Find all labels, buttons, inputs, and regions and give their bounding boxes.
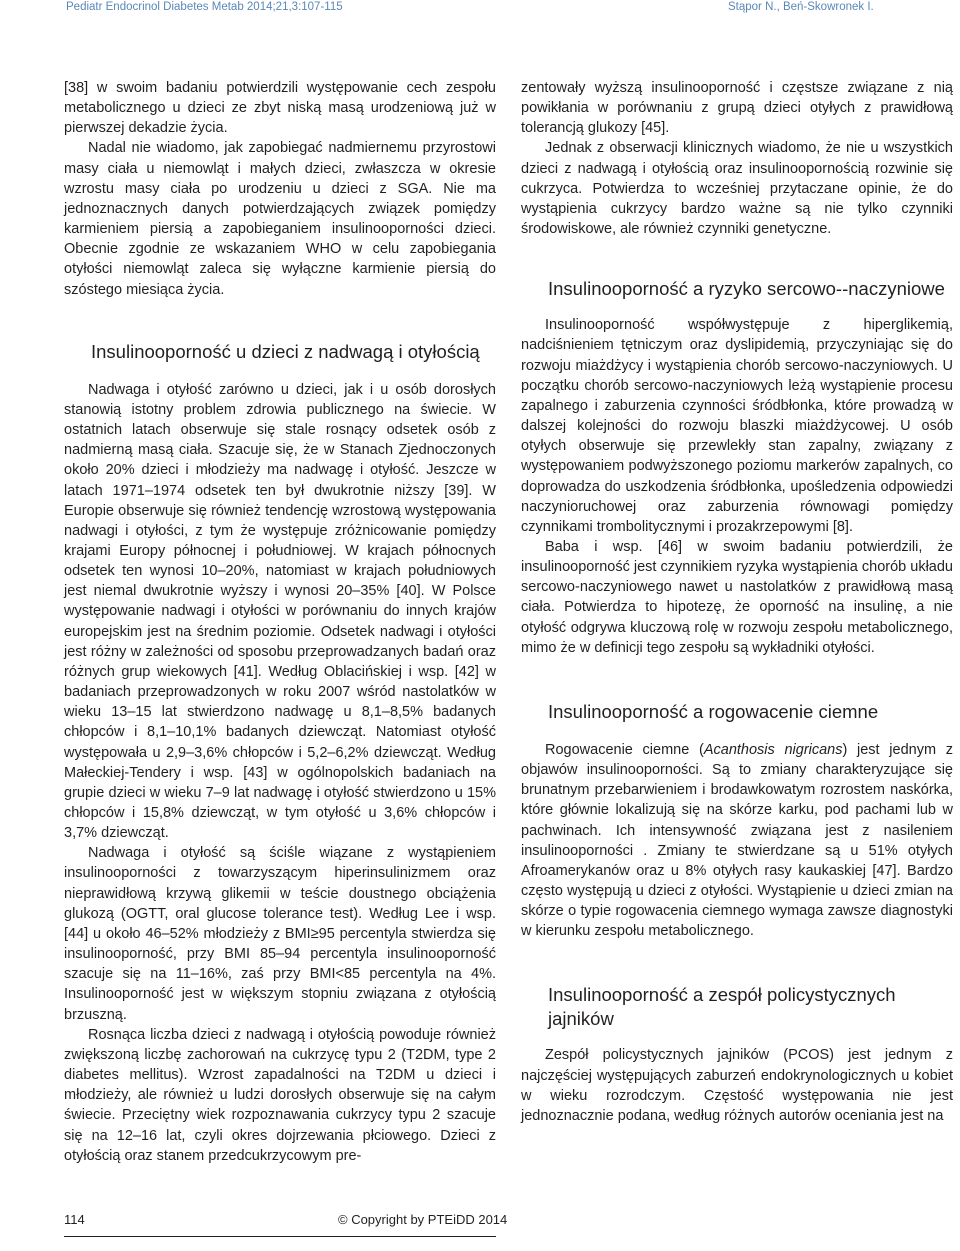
section-heading-pcos: Insulinooporność a zespół policystycznych jajników bbox=[548, 984, 896, 1030]
section-heading-acanthosis: Insulinooporność a rogowacenie ciemne bbox=[548, 700, 879, 722]
section-heading-cardiovascular: Insulinooporność a ryzyko sercowo--naczyniowe bbox=[548, 278, 945, 300]
paragraph bbox=[521, 740, 953, 942]
footer-divider bbox=[64, 1236, 496, 1237]
journal-citation: Pediatr Endocrinol Diabetes Metab 2014;21,3:107-115 bbox=[66, 1, 343, 13]
paragraph: Baba i wsp. [46] w swoim badaniu potwierdzili, że insulinooporność jest czynnikiem ryzyka wystąpienia chorób układu sercowo-naczyniowego nawet u nastolatków z prawidłową masą ciała. Potwierdza to hipotezę, że oporność na insulinę, a nie otyłość odgrywa kluczową rolę w rozwoju zespołu metabolicznego, mimo że w definicji tego zespołu są wykładniki otyłości. bbox=[521, 538, 953, 656]
paragraph: Jednak z obserwacji klinicznych wiadomo, że nie u wszystkich dzieci z nadwagą i otyłością oraz insulinoopornością rozwinie się cukrzyca. Potwierdza to wcześniej przytaczane opinie, że do wystąpienia cukrzycy bardzo ważne są nie tylko czynniki środowiskowe, ale również czynniki genetyczne. bbox=[521, 140, 953, 238]
running-header bbox=[0, 0, 960, 16]
text-span: ) jest jednym z objawów insulinooporności. Są to zmiany charakteryzujące się brunatnym przebarwieniem i brodawkowatym rozrostem naskórka, które głównie lokalizują się na skórze karku, pod pachami lub w pachwinach. Ich intensywność związana jest z nasileniem insulinooporności . Zmiany te stwierdzane są u 51% otyłych Afroamerykanów oraz u 8% otyłych rasy kaukaskiej [47]. Bardzo często występują u dzieci z otyłości. Wystąpienie u dzieci zmian na skórze o typie rogowacenia ciemnego wymaga zawsze diagnostyki w kierunku zespołu metabolicznego. bbox=[521, 741, 953, 940]
paragraph: Nadwaga i otyłość są ściśle wiązane z wystąpieniem insulinooporności z towarzyszącym hiperinsulinizmem oraz nieprawidłową krzywą glikemii w teście doustnego obciążenia glukozą (OGTT, oral glucose tolerance test). Według Lee i wsp. [44] u około 46–52% młodzieży z BMI≥95 percentyla stwierdza się insulinooporność, przy BMI 85–94 percentyla insulinooporność szacuje się na 11–16%, zaś przy BMI<85 percentyla na 4%. Insulinooporność jest w większym stopniu związana z otyłością brzuszną. bbox=[64, 845, 496, 1023]
paragraph: zentowały wyższą insulinooporność i częstsze związane z nią powikłania w porównaniu z grupą dzieci otyłych z prawidłową tolerancją glukozy [45]. bbox=[521, 80, 953, 137]
latin-term: Acanthosis nigricans bbox=[703, 741, 843, 758]
paragraph: Zespół policystycznych jajników (PCOS) jest jednym z najczęściej występujących zaburzeń endokrynologicznych u kobiet w wieku rozrodczym. Częstość występowania nie jest jednoznacznie podana, według różnych autorów oceniania jest na bbox=[521, 1047, 953, 1124]
paragraph: Nadal nie wiadomo, jak zapobiegać nadmiernemu przyrostowi masy ciała u niemowląt i małych dzieci, zwłaszcza w okresie wzrostu masy ciała po urodzeniu u dzieci z SGA. Nie ma jednoznacznych danych potwierdzających związek pomiędzy karmieniem piersią a zapobieganiem insulinooporności dzieci. Obecnie zgodnie ze wskazaniem WHO w celu zapobiegania otyłości niemowląt zaleca się wyłączne karmienie piersią do szóstego miesiąca życia. bbox=[64, 140, 496, 298]
text-span: Rogowacenie ciemne ( bbox=[545, 741, 704, 758]
paragraph: [38] w swoim badaniu potwierdzili występowanie cech zespołu metabolicznego u dzieci ze zbyt niską masą urodzeniową już w pierwszej dekadzie życia. bbox=[64, 80, 496, 137]
copyright-notice: © Copyright by PTEiDD 2014 bbox=[338, 1212, 508, 1227]
paragraph: Nadwaga i otyłość zarówno u dzieci, jak i u osób dorosłych stanowią istotny problem zdrowia publicznego na świecie. W ostatnich latach obserwuje się stale rosnący odsetek osób z nadmierną masą ciała. Szacuje się, że w Stanach Zjednoczonych około 20% dzieci i młodzieży ma nadwagę i otyłość. Jeszcze w latach 1971–1974 odsetek ten był dwukrotnie niższy [39]. W Europie obserwuje się również tendencję wzrostową występowania nadwagi i otyłości, z tym że występuje zróżnicowanie pomiędzy krajami Europy północnej i południowej. W krajach północnych odsetek ten wynosi 10–20%, natomiast w krajach południowych jest niemal dwukrotnie wyższy i wynosi 20–35% [40]. W Polsce występowanie nadwagi i otyłości w porównaniu do innych krajów europejskim jest na średnim poziomie. Odsetek nadwagi i otyłości jest różny w zależności od sposobu przeprowadzanych badań oraz różnych grup wiekowych [41]. Według Oblacińskiej i wsp. [42] w badaniach przeprowadzonych w roku 2007 wśród nastolatków w wieku 13–15 lat stwierdzono nadwagę u 8,1–8,5% badanych chłopców i 8,1–10,1% badanych dziewcząt. Natomiast otyłość występowała u 2,9–3,6% chłopców i 5,2–6,2% dziewcząt. Według Małeckiej-Tendery i wsp. [43] w ogólnopolskich badaniach na grupie dzieci w wieku 7–9 lat nadwagę i otyłość stwierdzono u 15% chłopców i 15,8% dziewcząt, w tym otyłość u 3,6% chłopców i 3,7% dziewcząt. bbox=[64, 381, 496, 842]
article-authors: Stąpor N., Beń-Skowronek I. bbox=[728, 1, 874, 13]
paragraph: Insulinooporność współwystępuje z hiperglikemią, nadciśnieniem tętniczym oraz dyslipidemią, przyczyniając się do rozwoju miażdżycy i wystąpienia chorób sercowo-naczyniowych. U początku chorób sercowo-naczyniowych leżą wystąpienie procesu zapalnego i zaburzenia czynności śródbłonka, które prowadzą w dalszej kolejności do rozwoju blaszki miażdżycowej. U osób otyłych obserwuje się przewlekły stan zapalny, związany z występowaniem podwyższonego poziomu markerów zapalnych, co doprowadza do uszkodzenia śródbłonka, upośledzenia odpowiedzi naczynioruchowej oraz zaburzenia równowagi pomiędzy czynnikami trombolitycznymi i prozakrzepowymi [8]. bbox=[521, 317, 953, 535]
paragraph: Rosnąca liczba dzieci z nadwagą i otyłością powoduje również zwiększoną liczbę zachorowań na cukrzycę typu 2 (T2DM, type 2 diabetes mellitus). Wzrost zapadalności na T2DM u dzieci i młodzieży, ale również u ludzi dorosłych obserwuje się na całym świecie. Przeciętny wiek rozpoznawania cukrzycy typu 2 szacuje się na 12–16 lat, czyli okres dojrzewania płciowego. Dzieci z otyłością oraz stanem przedcukrzycowym pre- bbox=[64, 1026, 496, 1164]
right-column bbox=[521, 78, 953, 1126]
page-number: 114 bbox=[64, 1212, 85, 1227]
left-column bbox=[64, 78, 496, 1166]
section-heading-obesity: Insulinooporność u dzieci z nadwagą i otyłością bbox=[91, 340, 480, 362]
